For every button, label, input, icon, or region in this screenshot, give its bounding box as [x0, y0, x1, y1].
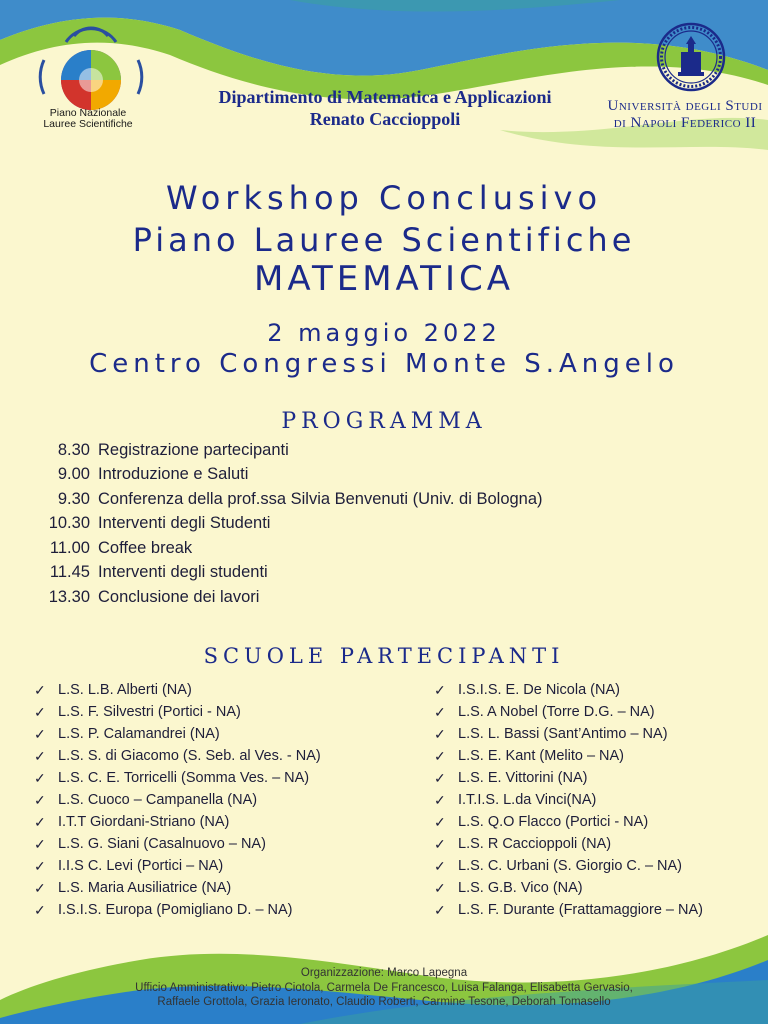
school-name: I.I.S C. Levi (Portici – NA) — [58, 858, 224, 874]
pls-logo-text — [18, 108, 158, 130]
school-name: L.S. F. Silvestri (Portici - NA) — [58, 704, 241, 720]
school-item — [34, 811, 414, 833]
school-name: L.S. S. di Giacomo (S. Seb. al Ves. - NA) — [58, 748, 321, 764]
program-list — [40, 438, 680, 610]
school-item — [434, 811, 764, 833]
school-name: L.S. E. Vittorini (NA) — [458, 770, 588, 786]
checkmark-icon: ✓ — [34, 725, 46, 742]
school-item — [34, 679, 414, 701]
checkmark-icon: ✓ — [434, 857, 446, 874]
program-activity: Interventi degli Studenti — [98, 514, 271, 533]
program-item — [40, 561, 680, 586]
university-seal-icon — [656, 22, 726, 92]
school-item — [34, 745, 414, 767]
university-line2: di Napoli Federico II — [613, 115, 757, 131]
school-item — [34, 899, 414, 921]
checkmark-icon: ✓ — [434, 813, 446, 830]
school-name: I.S.I.S. E. De Nicola (NA) — [458, 682, 620, 698]
program-time: 10.30 — [48, 514, 90, 533]
program-activity: Interventi degli studenti — [98, 563, 268, 582]
checkmark-icon: ✓ — [434, 835, 446, 852]
school-item — [434, 723, 764, 745]
program-time: 11.45 — [49, 563, 90, 582]
footer-admin-line1: Ufficio Amministrativo: Pietro Ciotola, Carmela De Francesco, Luisa Falanga, Elisabetta Gervasio, — [135, 981, 633, 994]
school-name: L.S. Q.O Flacco (Portici - NA) — [458, 814, 649, 830]
footer-organization: Organizzazione: Marco Lapegna — [300, 967, 468, 979]
event-venue: Centro Congressi Monte S.Angelo — [89, 349, 679, 379]
school-item — [34, 701, 414, 723]
program-item — [40, 463, 680, 488]
program-activity: Conferenza della prof.ssa Silvia Benvenuti (Univ. di Bologna) — [98, 489, 543, 508]
program-activity: Conclusione dei lavori — [98, 587, 260, 606]
program-item — [40, 512, 680, 537]
school-name: L.S. C. Urbani (S. Giorgio C. – NA) — [458, 858, 683, 874]
program-item — [40, 585, 680, 610]
checkmark-icon: ✓ — [34, 791, 46, 808]
department-line1: Dipartimento di Matematica e Applicazioni — [218, 87, 552, 107]
schools-list-left — [34, 679, 414, 921]
checkmark-icon: ✓ — [434, 725, 446, 742]
checkmark-icon: ✓ — [34, 879, 46, 896]
checkmark-icon: ✓ — [34, 857, 46, 874]
school-item — [434, 833, 764, 855]
checkmark-icon: ✓ — [434, 901, 446, 918]
schools-heading: SCUOLE PARTECIPANTI — [203, 644, 565, 668]
school-item — [434, 701, 764, 723]
checkmark-icon: ✓ — [434, 681, 446, 698]
school-name: L.S. E. Kant (Melito – NA) — [458, 748, 625, 764]
checkmark-icon: ✓ — [434, 769, 446, 786]
title-line3: MATEMATICA — [254, 259, 514, 299]
university-name — [600, 98, 768, 132]
checkmark-icon: ✓ — [34, 813, 46, 830]
department-line2: Renato Caccioppoli — [309, 109, 461, 129]
school-item — [34, 789, 414, 811]
program-heading: PROGRAMMA — [281, 409, 487, 434]
checkmark-icon: ✓ — [434, 791, 446, 808]
checkmark-icon: ✓ — [34, 747, 46, 764]
school-item — [34, 855, 414, 877]
title-line1: Workshop Conclusivo — [165, 179, 603, 217]
school-name: L.S. L.B. Alberti (NA) — [58, 682, 192, 698]
school-name: L.S. A Nobel (Torre D.G. – NA) — [458, 704, 655, 720]
program-time: 8.30 — [57, 440, 90, 459]
school-name: L.S. G. Siani (Casalnuovo – NA) — [58, 836, 266, 852]
school-item — [434, 899, 764, 921]
event-date: 2 maggio 2022 — [267, 319, 501, 347]
school-name: L.S. F. Durante (Frattamaggiore – NA) — [458, 902, 703, 918]
school-item — [34, 833, 414, 855]
school-item — [434, 679, 764, 701]
school-name: L.S. Maria Ausiliatrice (NA) — [58, 880, 232, 896]
school-name: L.S. G.B. Vico (NA) — [458, 880, 583, 896]
school-name: I.T.I.S. L.da Vinci(NA) — [458, 792, 597, 808]
footer-credits — [0, 966, 768, 1010]
school-name: L.S. L. Bassi (Sant’Antimo – NA) — [458, 726, 668, 742]
school-name: L.S. P. Calamandrei (NA) — [58, 726, 220, 742]
checkmark-icon: ✓ — [434, 747, 446, 764]
pls-logo-text-line2: Lauree Scientifiche — [43, 118, 133, 130]
checkmark-icon: ✓ — [434, 879, 446, 896]
program-time: 13.30 — [48, 587, 90, 606]
checkmark-icon: ✓ — [434, 703, 446, 720]
school-item — [434, 877, 764, 899]
program-item — [40, 536, 680, 561]
school-name: L.S. C. E. Torricelli (Somma Ves. – NA) — [58, 770, 310, 786]
program-time: 9.00 — [57, 465, 90, 484]
program-activity: Introduzione e Saluti — [98, 465, 249, 484]
checkmark-icon: ✓ — [34, 681, 46, 698]
checkmark-icon: ✓ — [34, 769, 46, 786]
program-item — [40, 487, 680, 512]
school-item — [434, 745, 764, 767]
footer-admin-line2: Raffaele Grottola, Grazia Ieronato, Claudio Roberti, Carmine Tesone, Deborah Tomasello — [157, 996, 611, 1008]
school-item — [434, 767, 764, 789]
schools-list-right — [434, 679, 764, 921]
school-name: L.S. Cuoco – Campanella (NA) — [58, 792, 258, 808]
program-activity: Coffee break — [98, 538, 193, 557]
school-item — [34, 723, 414, 745]
school-name: I.S.I.S. Europa (Pomigliano D. – NA) — [58, 902, 293, 918]
department-name — [160, 86, 610, 130]
school-item — [434, 789, 764, 811]
program-time: 11.00 — [49, 538, 90, 557]
pls-logo-text-line1: Piano Nazionale — [49, 107, 127, 119]
program-time: 9.30 — [57, 489, 90, 508]
university-line1: Università degli Studi — [607, 98, 763, 114]
program-item — [40, 438, 680, 463]
checkmark-icon: ✓ — [34, 835, 46, 852]
program-activity: Registrazione partecipanti — [98, 440, 289, 459]
checkmark-icon: ✓ — [34, 703, 46, 720]
school-name: L.S. R Caccioppoli (NA) — [458, 836, 612, 852]
title-line2: Piano Lauree Scientifiche — [132, 221, 636, 259]
school-name: I.T.T Giordani-Striano (NA) — [58, 814, 230, 830]
school-item — [34, 877, 414, 899]
school-item — [34, 767, 414, 789]
checkmark-icon: ✓ — [34, 901, 46, 918]
school-item — [434, 855, 764, 877]
